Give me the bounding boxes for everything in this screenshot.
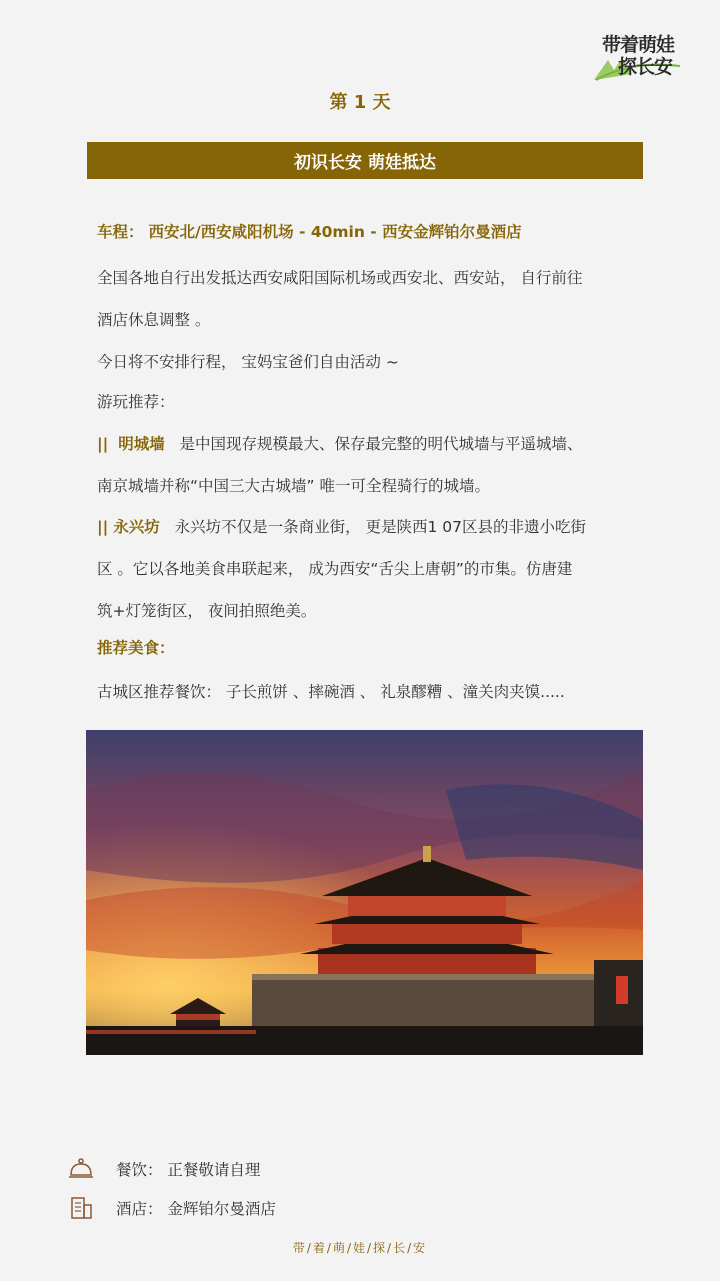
attraction-ming-wall [97, 432, 583, 454]
intro-line-1: 全国各地自行出发抵达西安咸阳国际机场或西安北、西安站， 自行前往 [97, 269, 583, 287]
attraction-desc-line1: 永兴坊不仅是一条商业街， 更是陕西1 07区县的非遗小吃街 [174, 518, 587, 536]
attraction-desc-line1: 是中国现存规模最大、保存最完整的明代城墙与平遥城墙、 [179, 435, 583, 453]
food-text: 古城区推荐餐饮： 子长煎饼 、摔碗酒 、 礼泉醪糟 、潼关肉夹馍..... [97, 683, 565, 701]
day-subtitle: 初识长安 萌娃抵达 [294, 153, 436, 173]
meal-text: 餐饮： 正餐敬请自理 [116, 1161, 261, 1179]
attraction-desc-line3: 筑+灯笼街区， 夜间拍照绝美。 [97, 602, 317, 620]
attraction-marker: || [97, 435, 109, 453]
route-line [97, 220, 522, 242]
route-value: 西安北/西安咸阳机场 - 40min - 西安金辉铂尔曼酒店 [148, 223, 522, 241]
logo-text-line1: 带着萌娃 [602, 34, 675, 56]
meal-info [68, 1156, 260, 1182]
intro-line-2: 酒店休息调整 。 [97, 311, 211, 329]
free-activity-text: 今日将不安排行程， 宝妈宝爸们自由活动 ~ [97, 353, 399, 371]
hotel-info [68, 1195, 276, 1221]
route-label: 车程： [97, 223, 144, 241]
bell-tower-sunset-photo [86, 730, 643, 1055]
building-icon [68, 1195, 94, 1221]
attraction-name: 永兴坊 [113, 518, 160, 536]
recommend-heading: 游玩推荐： [97, 393, 175, 411]
attraction-marker: || [97, 518, 109, 536]
attraction-yongxingfang [97, 515, 586, 537]
attraction-desc-line2: 区 。它以各地美食串联起来， 成为西安“舌尖上唐朝”的市集。仿唐建 [97, 560, 573, 578]
attraction-name: 明城墙 [118, 435, 165, 453]
logo-text-line2: 探长安 [618, 56, 673, 78]
day-title: 第 1 天 [329, 92, 391, 113]
food-cloche-icon [68, 1156, 94, 1182]
day-subtitle-banner [87, 142, 643, 179]
attraction-desc-line2: 南京城墙并称“中国三大古城墙” 唯一可全程骑行的城墙。 [97, 477, 490, 495]
hotel-text: 酒店： 金辉铂尔曼酒店 [116, 1200, 276, 1218]
food-heading: 推荐美食： [97, 639, 175, 657]
brand-logo [592, 30, 684, 84]
footer-tagline: 带/着/萌/娃/探/长/安 [292, 1241, 428, 1255]
